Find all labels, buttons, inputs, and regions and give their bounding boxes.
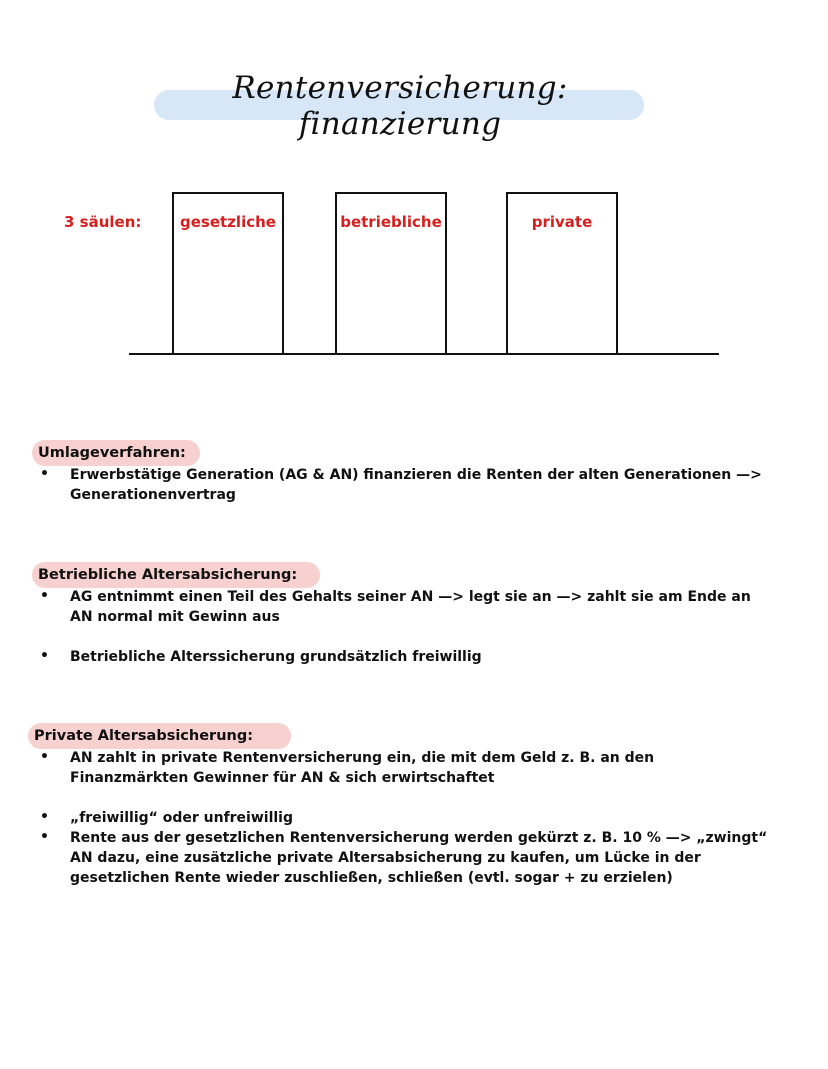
pillar-label: betriebliche — [340, 213, 442, 231]
pillar-betriebliche — [335, 192, 447, 354]
list-item: Rente aus der gesetzlichen Rentenversicherung werden gekürzt z. B. 10 % —> „zwingt“ AN dazu, eine zusätzliche private Altersabsicherung zu kaufen, um Lücke in der gesetzlichen Rente wieder zuschließen, schließen (evtl. sogar + zu erzielen) — [70, 830, 768, 886]
list-item: Erwerbstätige Generation (AG & AN) finanzieren die Renten der alten Generationen —> Generationenvertrag — [70, 467, 762, 503]
bullet-dot: • — [40, 588, 49, 604]
section-heading-umlage — [32, 440, 202, 466]
pillar-label: private — [531, 213, 593, 231]
pillar-label: gesetzliche — [180, 213, 276, 231]
bullet-dot: • — [40, 648, 49, 664]
heading-text: Betriebliche Altersabsicherung: — [38, 567, 298, 583]
bullet-dot: • — [40, 829, 49, 845]
heading-text: Private Altersabsicherung: — [34, 728, 254, 744]
page-title: Rentenversicherung: finanzierung — [232, 70, 568, 142]
page-title-block — [150, 60, 650, 142]
pillar-gesetzliche — [172, 192, 284, 354]
bullet-dot: • — [40, 466, 49, 482]
pillar-private — [506, 192, 618, 354]
bullet-dot: • — [40, 809, 49, 825]
bullet-dot: • — [40, 749, 49, 765]
list-item: Betriebliche Alterssicherung grundsätzlich freiwillig — [70, 649, 482, 665]
heading-text: Umlageverfahren: — [38, 445, 186, 461]
list-item: AN zahlt in private Rentenversicherung ein, die mit dem Geld z. B. an den Finanzmärkten Gewinner für AN & sich erwirtschaftet — [70, 750, 655, 786]
pillars-label: 3 säulen: — [64, 213, 142, 231]
section-heading-privat — [28, 723, 293, 749]
pillars-baseline — [129, 353, 719, 355]
list-item: AG entnimmt einen Teil des Gehalts seiner AN —> legt sie an —> zahlt sie am Ende an AN normal mit Gewinn aus — [70, 589, 751, 625]
section-heading-betrieblich — [32, 562, 322, 588]
list-item: „freiwillig“ oder unfreiwillig — [70, 810, 294, 826]
